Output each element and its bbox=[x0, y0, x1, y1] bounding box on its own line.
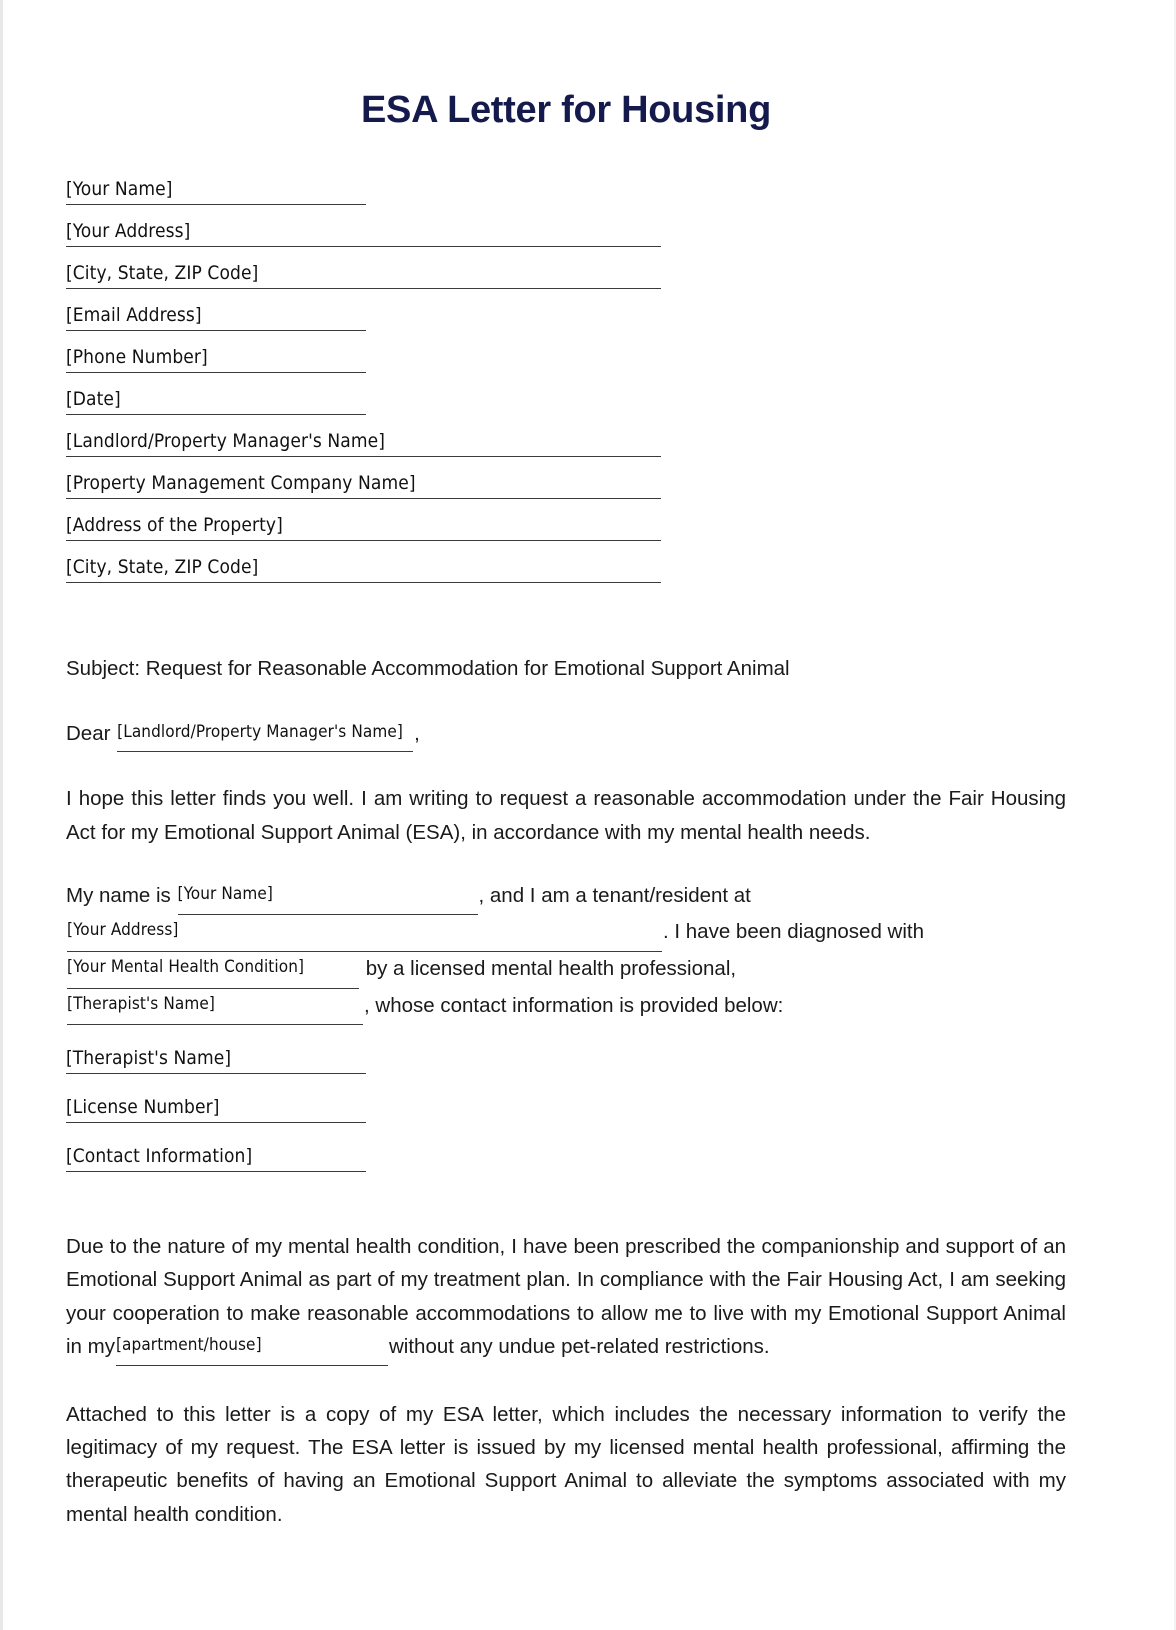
document-content bbox=[66, 0, 1066, 1531]
identity-therapist-field[interactable] bbox=[67, 989, 363, 1026]
page-title: ESA Letter for Housing bbox=[360, 89, 771, 131]
field-row-email-address[interactable] bbox=[66, 304, 1066, 346]
salutation-recipient-placeholder: [Landlord/Property Manager's Name] bbox=[117, 721, 403, 742]
contact-information-field[interactable] bbox=[66, 1145, 366, 1172]
salutation-suffix: , bbox=[414, 721, 420, 745]
identity-segment-1: My name is bbox=[66, 883, 171, 907]
salutation-line bbox=[66, 719, 1066, 753]
field-row-your-address[interactable] bbox=[66, 220, 1066, 262]
field-row-management-company[interactable] bbox=[66, 472, 1066, 514]
field-row-phone-number[interactable] bbox=[66, 346, 1066, 388]
identity-your-address-placeholder: [Your Address] bbox=[67, 920, 179, 941]
phone-number-field[interactable] bbox=[66, 346, 366, 373]
field-row-your-city-state-zip[interactable] bbox=[66, 262, 1066, 304]
management-company-field[interactable] bbox=[66, 472, 661, 499]
intro-paragraph: I hope this letter finds you well. I am writing to request a reasonable accommodation under the Fair Housing Act for my Emotional Support Animal (ESA), in accordance with my mental health needs. bbox=[66, 787, 1066, 844]
identity-segment-5: , whose contact information is provided below: bbox=[364, 993, 784, 1017]
field-row-license-number[interactable] bbox=[66, 1096, 1066, 1145]
your-name-field[interactable] bbox=[66, 178, 366, 205]
property-address-field[interactable] bbox=[66, 514, 661, 541]
your-city-state-zip-field[interactable] bbox=[66, 262, 661, 289]
your-address-placeholder: [Your Address] bbox=[66, 219, 191, 242]
salutation-recipient-field[interactable] bbox=[117, 719, 413, 753]
identity-condition-field[interactable] bbox=[67, 952, 359, 989]
contact-information-placeholder: [Contact Information] bbox=[66, 1145, 253, 1168]
license-number-placeholder: [License Number] bbox=[66, 1096, 220, 1119]
identity-paragraph bbox=[66, 879, 1066, 1025]
attachment-paragraph: Attached to this letter is a copy of my ESA letter, which includes the necessary information to verify the legitimacy of my request. The ESA letter is issued by my licensed mental health professional, affirming the therapeutic benefits of having an Emotional Support Animal to alleviate the symptoms associated with my mental health condition. bbox=[66, 1402, 1066, 1526]
therapist-name-field[interactable] bbox=[66, 1047, 366, 1074]
phone-number-placeholder: [Phone Number] bbox=[66, 345, 208, 368]
email-address-field[interactable] bbox=[66, 304, 366, 331]
identity-your-name-field[interactable] bbox=[178, 879, 478, 916]
accommodation-paragraph bbox=[66, 1230, 1066, 1366]
property-city-state-zip-field[interactable] bbox=[66, 556, 661, 583]
accommodation-segment-1: Due to the nature of my mental health condition, I have been prescribed the companionship and support of an Emotional Support Animal as part of my treatment plan. In compliance with the Fair Housing Act, I am seeking your cooperation to make reasonable accommodations to allow me to live with my Emotional Support Animal in my bbox=[66, 1235, 1066, 1358]
your-name-placeholder: [Your Name] bbox=[66, 177, 173, 200]
identity-condition-placeholder: [Your Mental Health Condition] bbox=[67, 956, 305, 977]
license-number-field[interactable] bbox=[66, 1096, 366, 1123]
field-row-your-name[interactable] bbox=[66, 178, 1066, 220]
identity-segment-4: by a licensed mental health professional, bbox=[365, 956, 737, 980]
therapist-name-placeholder: [Therapist's Name] bbox=[66, 1047, 232, 1070]
field-row-landlord-name[interactable] bbox=[66, 430, 1066, 472]
property-address-placeholder: [Address of the Property] bbox=[66, 513, 283, 536]
field-row-property-city-state-zip[interactable] bbox=[66, 556, 1066, 598]
landlord-name-field[interactable] bbox=[66, 430, 661, 457]
landlord-name-placeholder: [Landlord/Property Manager's Name] bbox=[66, 429, 385, 452]
property-city-state-zip-placeholder: [City, State, ZIP Code] bbox=[66, 555, 259, 578]
field-row-therapist-name[interactable] bbox=[66, 1047, 1066, 1096]
field-row-property-address[interactable] bbox=[66, 514, 1066, 556]
identity-therapist-placeholder: [Therapist's Name] bbox=[67, 993, 215, 1014]
accommodation-segment-2: without any undue pet-related restrictions. bbox=[388, 1334, 770, 1358]
salutation-prefix: Dear bbox=[66, 721, 111, 745]
field-row-date[interactable] bbox=[66, 388, 1066, 430]
dwelling-type-placeholder: [apartment/house] bbox=[115, 1334, 262, 1355]
sender-fields-group bbox=[66, 178, 1066, 430]
identity-your-address-field[interactable] bbox=[67, 915, 662, 952]
email-address-placeholder: [Email Address] bbox=[66, 303, 202, 326]
management-company-placeholder: [Property Management Company Name] bbox=[66, 471, 416, 494]
field-row-contact-information[interactable] bbox=[66, 1145, 1066, 1194]
identity-segment-3: . I have been diagnosed with bbox=[663, 920, 924, 944]
date-field[interactable] bbox=[66, 388, 366, 415]
date-placeholder: [Date] bbox=[66, 387, 121, 410]
identity-your-name-placeholder: [Your Name] bbox=[177, 883, 273, 904]
dwelling-type-field[interactable] bbox=[116, 1330, 388, 1366]
identity-segment-2: , and I am a tenant/resident at bbox=[478, 883, 751, 907]
therapist-fields-group bbox=[66, 1047, 1066, 1194]
recipient-fields-group bbox=[66, 430, 1066, 598]
your-city-state-zip-placeholder: [City, State, ZIP Code] bbox=[66, 261, 259, 284]
subject-line: Subject: Request for Reasonable Accommodation for Emotional Support Animal bbox=[66, 656, 790, 680]
your-address-field[interactable] bbox=[66, 220, 661, 247]
